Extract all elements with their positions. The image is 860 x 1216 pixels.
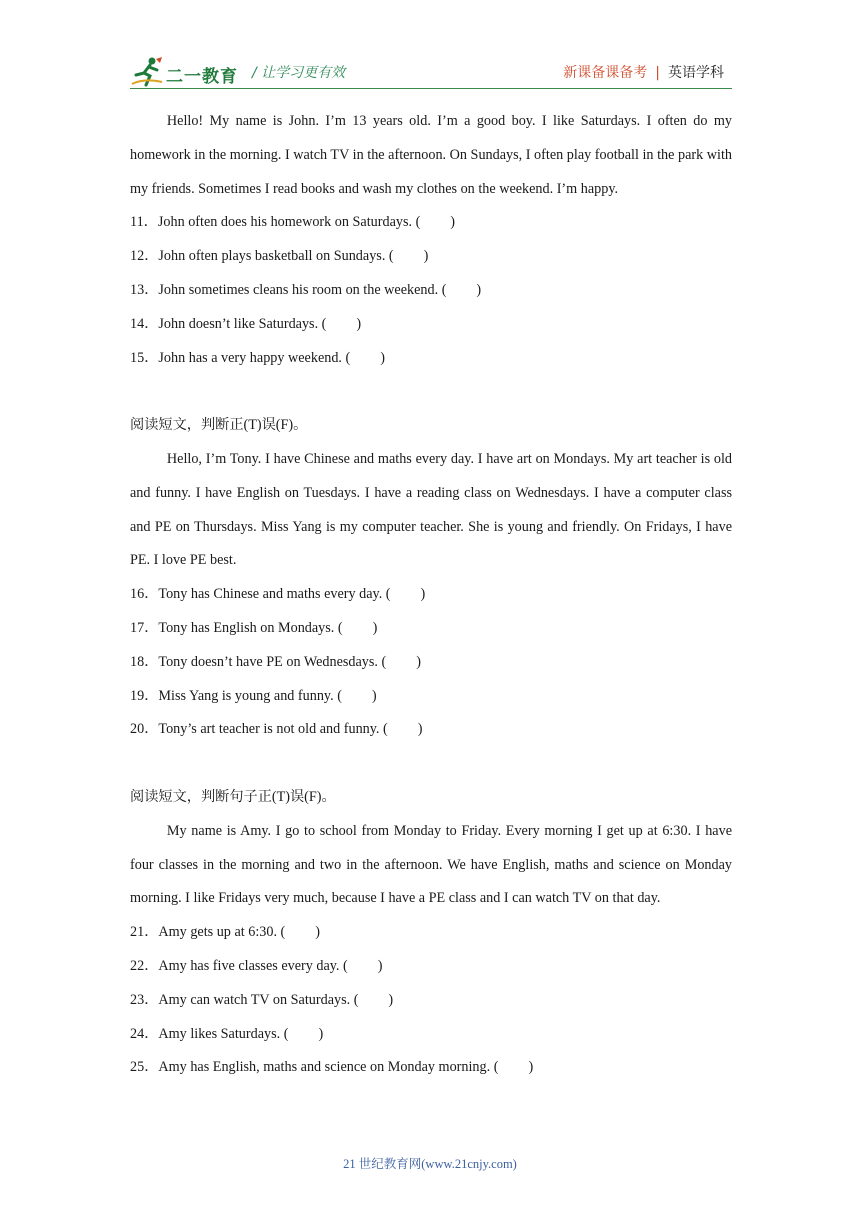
question-14 [130,308,732,342]
question-close: ) [315,924,321,941]
question-number: 20． [130,721,159,738]
question-number: 17． [130,619,159,636]
spacer [130,375,732,409]
spacer [130,747,732,781]
question-15 [130,342,732,376]
question-number: 22． [130,957,159,974]
question-22 [130,950,732,984]
question-19 [130,680,732,714]
question-11 [130,206,732,240]
question-close: ) [450,214,456,231]
question-close: ) [377,957,383,974]
question-text: Amy has English, maths and science on Monday morning. ( [158,1059,499,1076]
header-divider [130,88,732,89]
question-number: 14． [130,315,159,332]
question-number: 15． [130,349,159,366]
question-17 [130,612,732,646]
question-close: ) [423,248,429,265]
logo-text: 二一教育 [166,67,238,87]
question-text: Tony doesn’t have PE on Wednesdays. ( [158,653,387,670]
question-text: John often does his homework on Saturdays. ( [157,214,421,231]
section-2-title: 阅读短文，判断正(T)误(F)。 [130,417,308,434]
passage-3-text: My name is Amy. I go to school from Monday to Friday. Every morning I get up at 6:30. I have four classes in the morning and two in the afternoon. We have English, maths and science on Monday morning. I like Fridays very much, because I have a PE class and I can watch TV on that day. [130,822,732,907]
question-number: 18． [130,653,159,670]
question-text: John often plays basketball on Sundays. ( [158,248,394,265]
question-close: ) [356,315,362,332]
question-number: 13． [130,281,159,298]
question-21 [130,916,732,950]
question-12 [130,240,732,274]
question-number: 25． [130,1059,159,1076]
question-close: ) [380,349,385,366]
question-24 [130,1018,732,1052]
header-subject: 英语学科 [668,65,724,81]
page-header [0,0,860,100]
question-number: 21． [130,924,159,941]
passage-2-text: Hello, I’m Tony. I have Chinese and maths every day. I have art on Mondays. My art teacher is old and funny. I have English on Tuesdays. I have a reading class on Wednesdays. I have a computer class and PE on Thursdays. Miss Yang is my computer teacher. She is young and friendly. On Fridays, I have PE. I love PE best. [130,450,732,569]
question-text: John sometimes cleans his room on the weekend. ( [158,281,447,298]
question-25 [130,1051,732,1085]
page-footer[interactable]: 21 世纪教育网(www.21cnjy.com) [343,1157,517,1171]
question-text: John has a very happy weekend. ( [158,349,351,366]
logo [130,56,245,90]
question-text: Tony’s art teacher is not old and funny. ( [158,721,388,738]
question-number: 11． [130,214,158,231]
question-number: 24． [130,1025,159,1042]
question-13 [130,274,732,308]
header-slogan: / 让学习更有效 [252,65,346,81]
header-right [563,62,724,82]
header-course: 新课备课备考 [563,65,648,81]
question-18 [130,646,732,680]
question-close: ) [388,991,394,1008]
question-text: Amy likes Saturdays. ( [158,1025,289,1042]
question-text: Amy has five classes every day. ( [158,957,348,974]
question-number: 12． [130,248,159,265]
document-body [130,105,732,1085]
question-close: ) [416,653,421,670]
question-text: Tony has Chinese and maths every day. ( [158,586,391,603]
question-16 [130,578,732,612]
question-close: ) [420,586,426,603]
question-number: 19． [130,687,159,704]
question-close: ) [318,1025,324,1042]
header-separator: | [655,65,660,81]
question-text: Miss Yang is young and funny. ( [158,687,342,704]
question-close: ) [528,1059,534,1076]
question-close: ) [417,721,423,738]
question-number: 16． [130,586,159,603]
question-close: ) [476,281,482,298]
question-23 [130,984,732,1018]
question-text: John doesn’t like Saturdays. ( [158,315,327,332]
question-number: 23． [130,991,159,1008]
section-3-title: 阅读短文，判断句子正(T)误(F)。 [130,788,336,805]
question-text: Amy gets up at 6:30. ( [158,924,286,941]
passage-1-text: Hello! My name is John. I’m 13 years old. I’m a good boy. I like Saturdays. I often do my homework in the morning. I watch TV in the afternoon. On Sundays, I often play football in the park with my friends. Sometimes I read books and wash my clothes on the weekend. I’m happy. [130,113,732,197]
question-close: ) [371,687,377,704]
question-close: ) [372,619,378,636]
runner-logo-icon [130,56,166,88]
question-20 [130,713,732,747]
question-text: Amy can watch TV on Saturdays. ( [158,991,359,1008]
question-text: Tony has English on Mondays. ( [158,619,343,636]
